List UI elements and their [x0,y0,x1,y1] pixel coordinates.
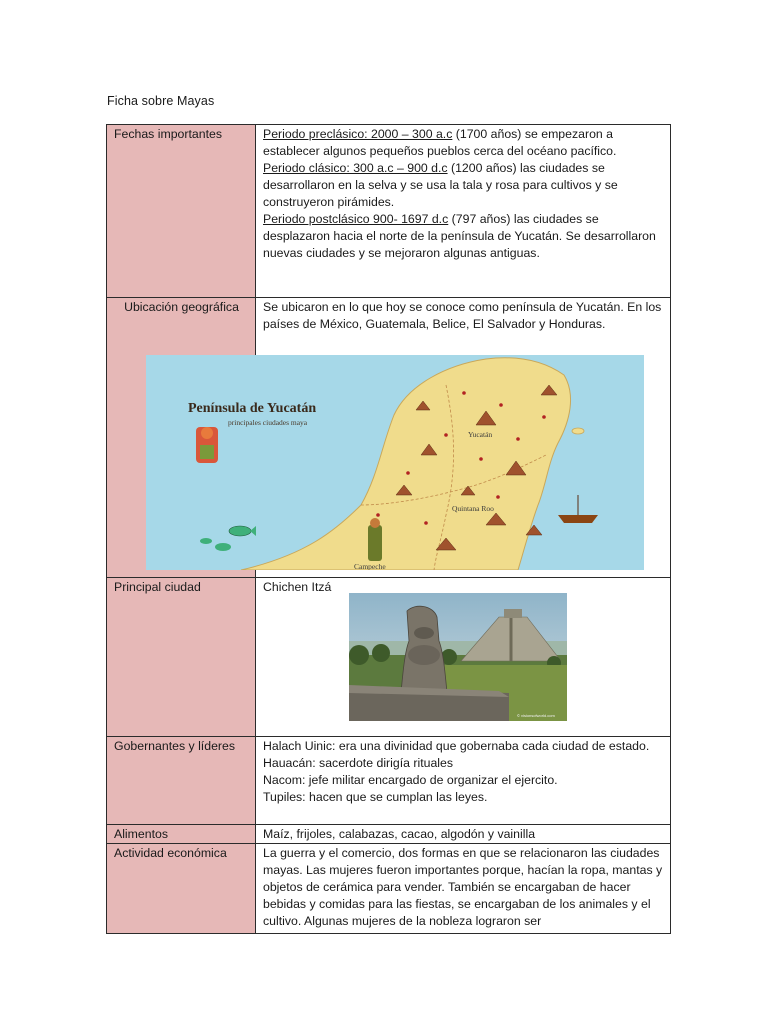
map-subtitle: principales ciudades maya [228,418,308,427]
chichen-itza-photo [349,593,567,721]
label-alimentos: Alimentos [107,825,256,844]
yucatan-map [146,355,644,570]
photo-credit: © visionsofworld.com [517,713,555,718]
map-label-campeche: Campeche [354,562,386,570]
row-gobernantes [107,737,671,825]
mayan-figure-icon [196,427,218,463]
row-economia [107,844,671,934]
content-fechas [256,125,671,298]
gobernante-line: Tupiles: hacen que se cumplan las leyes. [263,790,488,804]
map-label-quintana-roo: Quintana Roo [452,504,494,513]
yucatan-map-illustration [146,355,644,570]
map-label-yucatan: Yucatán [468,430,493,439]
label-ubicacion: Ubicación geográfica [107,298,256,578]
gobernante-line: Halach Uinic: era una divinidad que gobernaba cada ciudad de estado. [263,739,650,753]
label-economia: Actividad económica [107,844,256,934]
map-title: Península de Yucatán [188,401,317,416]
document-title: Ficha sobre Mayas [107,94,215,108]
content-ciudad: Chichen Itzá [256,578,671,737]
period-preclasico: Periodo preclásico: 2000 – 300 a.c (1700 años) se empezaron a establecer algunos pequeños pueblos cerca del océano pacífico. [263,127,617,158]
row-alimentos [107,825,671,844]
label-fechas: Fechas importantes [107,125,256,298]
period-postclasico: Periodo postclásico 900- 1697 d.c (797 años) las ciudades se desplazaron hacia el norte de la península de Yucatán. Se desarrollaron nuevas ciudades y se mejoraron algunas antiguas. [263,212,656,260]
content-ubicacion: Se ubicaron en lo que hoy se conoce como península de Yucatán. En los países de México, Guatemala, Belice, El Salvador y Honduras. [256,298,671,578]
content-gobernantes [256,737,671,825]
gobernante-line: Hauacán: sacerdote dirigía rituales [263,756,454,770]
gobernante-line: Nacom: jefe militar encargado de organizar el ejercito. [263,773,558,787]
content-economia: La guerra y el comercio, dos formas en que se relacionaron las ciudades mayas. Las mujeres fueron importantes porque, hacían la ropa, mantas y objetos de cerámica para vender. También se encargaban de hacer bebidas y comidas para las fiestas, se encargaban de los animales y el cultivo. Algunas mujeres de la nobleza lograron ser [256,844,671,934]
content-alimentos: Maíz, frijoles, calabazas, cacao, algodón y vainilla [256,825,671,844]
row-fechas [107,125,671,298]
chichen-itza-illustration [349,593,567,721]
label-gobernantes: Gobernantes y líderes [107,737,256,825]
period-clasico: Periodo clásico: 300 a.c – 900 d.c (1200 años) las ciudades se desarrollaron en la selva y se usa la tala y rosa para cultivos y se construyeron pirámides. [263,161,618,209]
label-ciudad: Principal ciudad [107,578,256,737]
